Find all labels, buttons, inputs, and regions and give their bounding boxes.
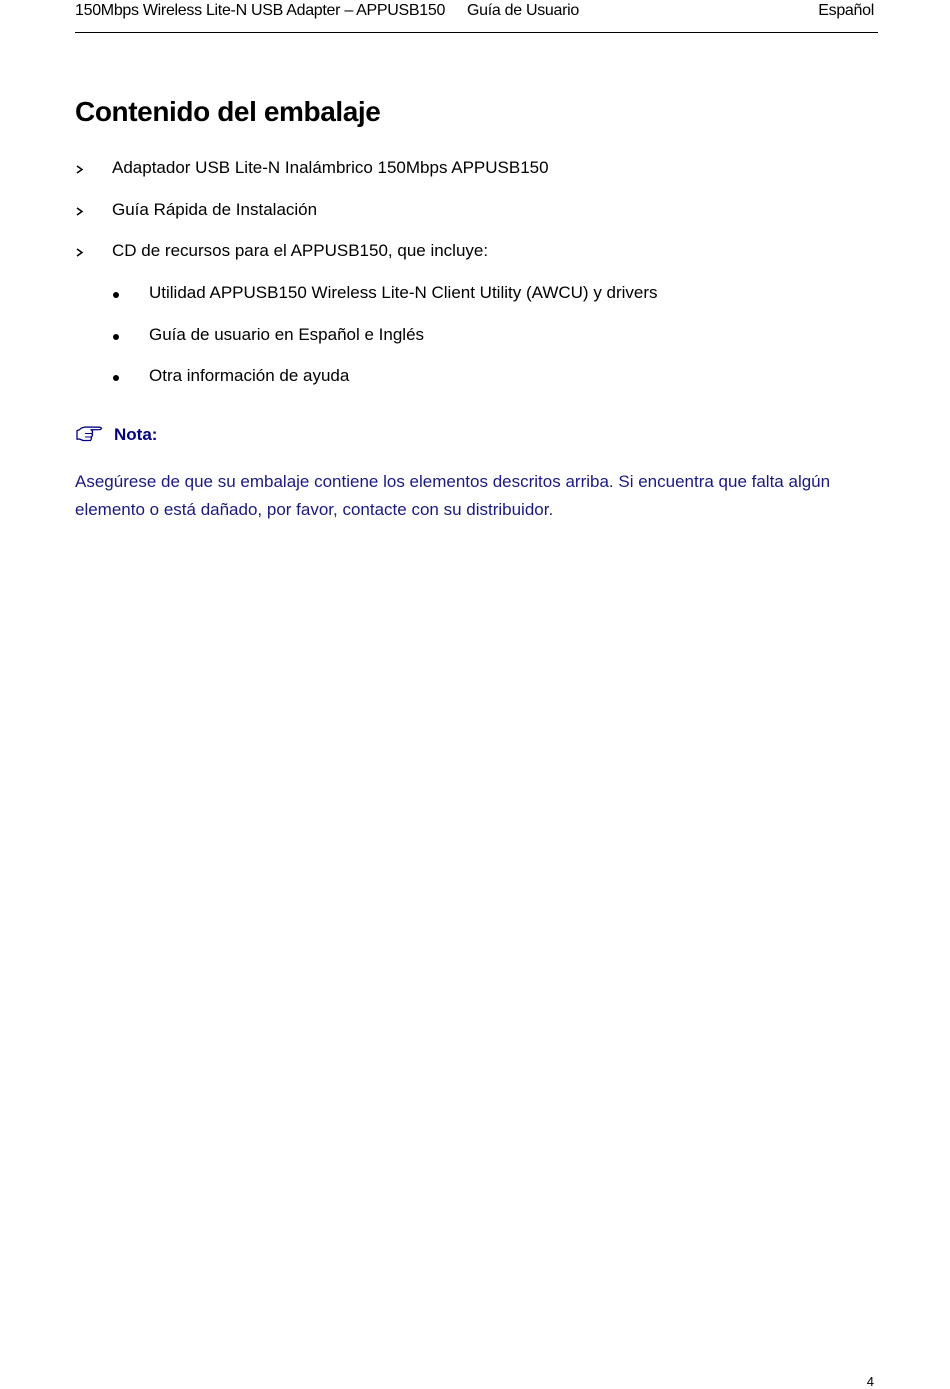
arrow-bullet-icon: [75, 207, 84, 216]
dot-bullet-icon: [113, 292, 119, 298]
arrow-bullet-icon: [75, 165, 84, 174]
header-language: Español: [818, 2, 874, 19]
note-label: Nota:: [114, 425, 158, 444]
header-product-name: 150Mbps Wireless Lite-N USB Adapter – APPUSB150: [75, 2, 446, 19]
list-item: Adaptador USB Lite-N Inalámbrico 150Mbps APPUSB150: [112, 158, 549, 177]
section-title: Contenido del embalaje: [75, 96, 381, 127]
note-text: Asegúrese de que su embalaje contiene los elementos descritos arriba. Si encuentra que falta algún elemento o está dañado, por favor, contacte con su distribuidor.: [75, 472, 831, 519]
dot-bullet-icon: [113, 375, 119, 381]
page-number: 4: [866, 1374, 874, 1389]
list-item: CD de recursos para el APPUSB150, que incluye:: [112, 241, 489, 260]
pointing-hand-icon: [75, 425, 104, 443]
page-header: [75, 0, 878, 33]
header-guide-title: Guía de Usuario: [467, 2, 580, 19]
arrow-bullet-icon: [75, 248, 84, 257]
dot-bullet-icon: [113, 334, 119, 340]
sub-list-item: Otra información de ayuda: [149, 366, 350, 385]
sub-list-item: Utilidad APPUSB150 Wireless Lite-N Client Utility (AWCU) y drivers: [149, 283, 658, 302]
sub-list-item: Guía de usuario en Español e Inglés: [149, 325, 425, 344]
list-item: Guía Rápida de Instalación: [112, 200, 318, 219]
